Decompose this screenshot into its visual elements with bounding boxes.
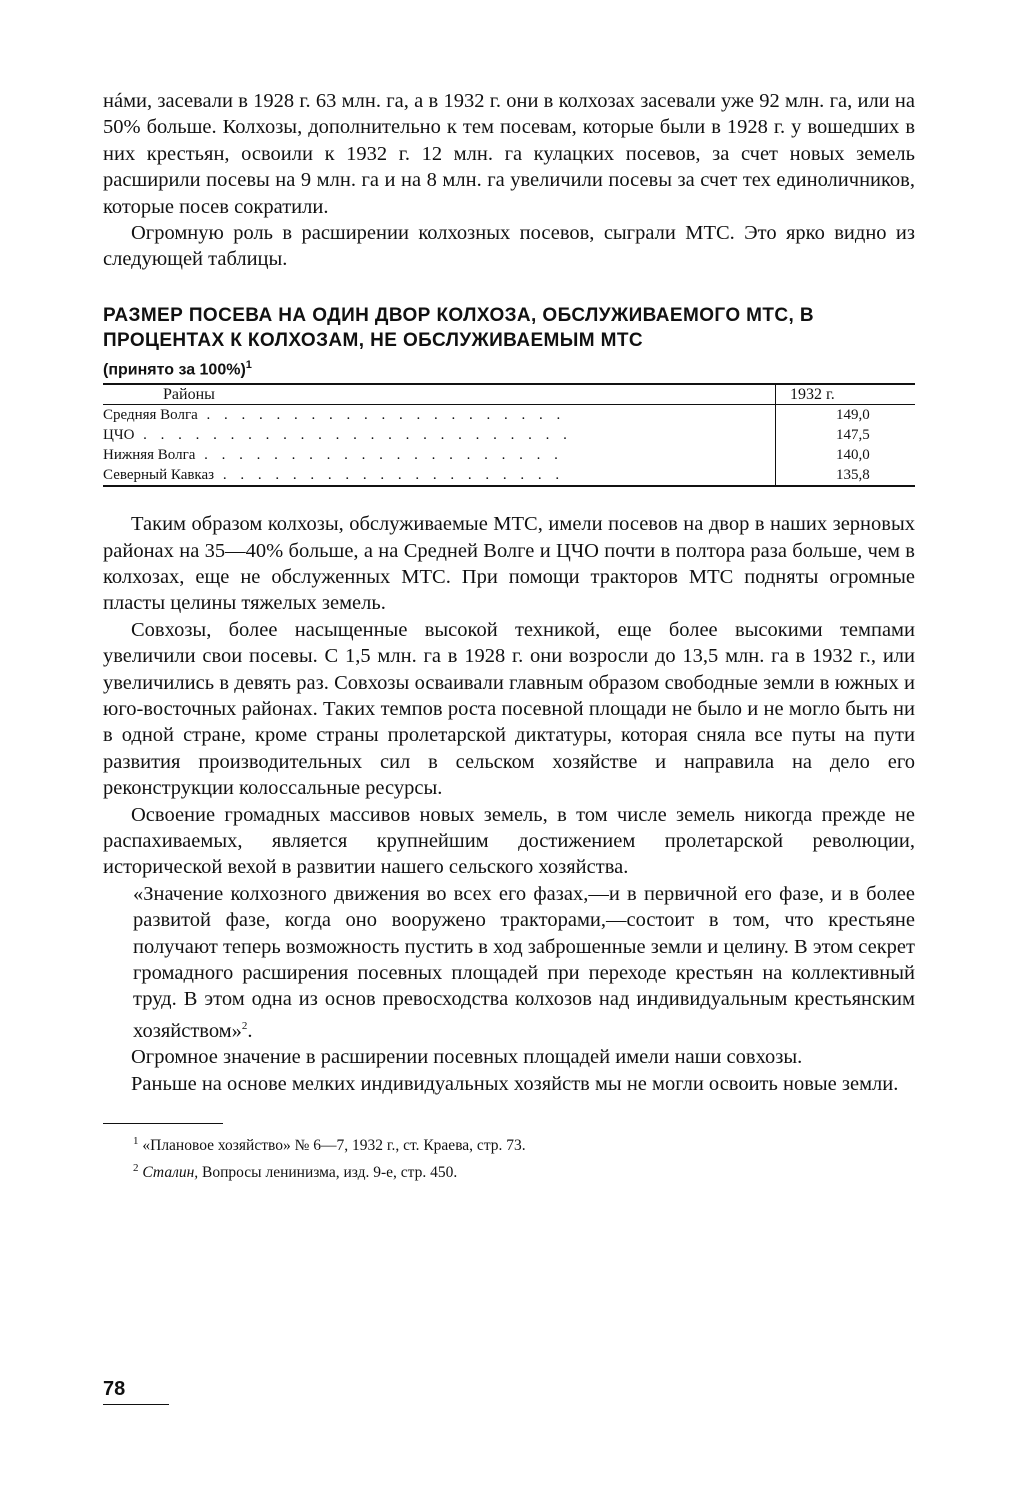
header-region-text: Районы — [163, 386, 215, 404]
footnote-ref-1: 1 — [245, 358, 252, 371]
quote-text: «Значение колхозного движения во всех его фазах,—и в первичной его фазе, и в более развитой фазе, когда оно вооружено тракторами,—состоит в том, что крестьяне получают теперь возможность пустить в ход заброшенные земли и целину. В этом секрет громадного расширения посевных площадей при переходе крестьян на коллективный труд. В этом одна из основ превосходства колхозов над индивидуальным крестьянским хозяйством» — [133, 882, 915, 1042]
row-value: 149,0 — [776, 405, 916, 426]
paragraph-3: Таким образом колхозы, обслуживаемые МТС, имели посевов на двор в наших зерновых районах на 35—40% больше, а на Средней Волге и ЦЧО почти в полтора раза больше, чем в колхозах, еще не обслуженных МТС. При помощи тракторов МТС подняты огромные пласты целины тяжелых земель. — [103, 513, 915, 615]
paragraph-5: Освоение громадных массивов новых земель, в том числе земель никогда прежде не распахиваемых, является крупнейшим достижением пролетарской революции, исторической вехой в развитии нашего сельского хозяйства. — [103, 803, 915, 879]
footnote-author: Сталин, — [142, 1164, 199, 1182]
footnote-ref-2: 2 — [241, 1019, 248, 1032]
table-row — [103, 465, 915, 486]
table-row — [103, 425, 915, 445]
page-number: 78 — [103, 1378, 126, 1400]
row-region: Северный Кавказ . . . . . . . . . . . . . . . . . . . . — [103, 467, 565, 484]
row-value: 140,0 — [776, 445, 916, 465]
paragraph-6: Огромное значение в расширении посевных площадей имели наши совхозы. — [131, 1046, 803, 1069]
footnote-1 — [133, 1130, 915, 1157]
paragraph-4: Совхозы, более насыщенные высокой техникой, еще более высокими темпами увеличили свои посевы. С 1,5 млн. га в 1928 г. они возросли до 13,5 млн. га в 1932 г., или увеличились в девять раз. Совхозы осваивали главным образом свободные земли в южных и юго-восточных районах. Таких темпов роста посевной площади не было и не могло быть ни в одной стране, кроме страны пролетарской диктатуры, которая сняла все путы на пути развития производительных сил в сельском хозяйстве и направила на дело его реконструкции колоссальные ресурсы. — [103, 618, 915, 800]
footnote-text: «Плановое хозяйство» № 6—7, 1932 г., ст. Краева, стр. 73. — [142, 1137, 526, 1155]
header-year: 1932 г. — [776, 384, 916, 405]
row-region-text: ЦЧО — [103, 427, 135, 444]
row-region: Нижняя Волга . . . . . . . . . . . . . . . . . . . . . — [103, 447, 563, 464]
row-region-text: Северный Кавказ — [103, 467, 215, 484]
footnote-mark: 1 — [133, 1134, 139, 1147]
footnote-2 — [133, 1157, 915, 1184]
quote-end: . — [247, 1019, 253, 1042]
book-page — [103, 88, 915, 1184]
row-value: 135,8 — [776, 465, 916, 486]
footnote-text: Вопросы ленинизма, изд. 9-е, стр. 450. — [202, 1164, 458, 1182]
header-region — [103, 384, 776, 405]
paragraph-1: нáми, засевали в 1928 г. 63 млн. га, а в 1932 г. они в колхозах засевали уже 92 млн. га, или на 50% больше. Колхозы, дополнительно к тем посевам, которые были в 1928 г. у вошедших в них крестьян, освоили к 1932 г. 12 млн. га кулацких посевов, за счет новых земель расширили посевы на 9 млн. га и на 8 млн. га увеличили посевы за счет тех единоличников, которые посев сократили. — [103, 90, 915, 218]
row-region: ЦЧО . . . . . . . . . . . . . . . . . . . . . . . . . — [103, 427, 572, 444]
paragraph-7: Раньше на основе мелких индивидуальных хозяйств мы не могли освоить новые земли. — [131, 1072, 899, 1095]
stalin-quote — [103, 881, 915, 1044]
footnote-mark: 2 — [133, 1162, 139, 1175]
sowing-table — [103, 383, 915, 487]
table-row — [103, 405, 915, 426]
table-subtitle — [103, 359, 915, 379]
row-value: 147,5 — [776, 425, 916, 445]
footnotes — [103, 1123, 223, 1130]
paragraph-2: Огромную роль в расширении колхозных посевов, сыграли МТС. Это ярко видно из следующей таблицы. — [103, 222, 915, 271]
table-title: РАЗМЕР ПОСЕВА НА ОДИН ДВОР КОЛХОЗА, ОБСЛУЖИВАЕМОГО МТС, В ПРОЦЕНТАХ К КОЛХОЗАМ, НЕ ОБСЛУЖИВАЕМЫМ МТС — [103, 304, 815, 351]
row-region-text: Нижняя Волга — [103, 447, 196, 464]
row-region: Средняя Волга . . . . . . . . . . . . . . . . . . . . . — [103, 407, 566, 424]
table-subtitle-text: (принято за 100%) — [103, 361, 246, 379]
table-row — [103, 445, 915, 465]
page-number-rule — [103, 1404, 169, 1405]
row-region-text: Средняя Волга — [103, 407, 198, 424]
